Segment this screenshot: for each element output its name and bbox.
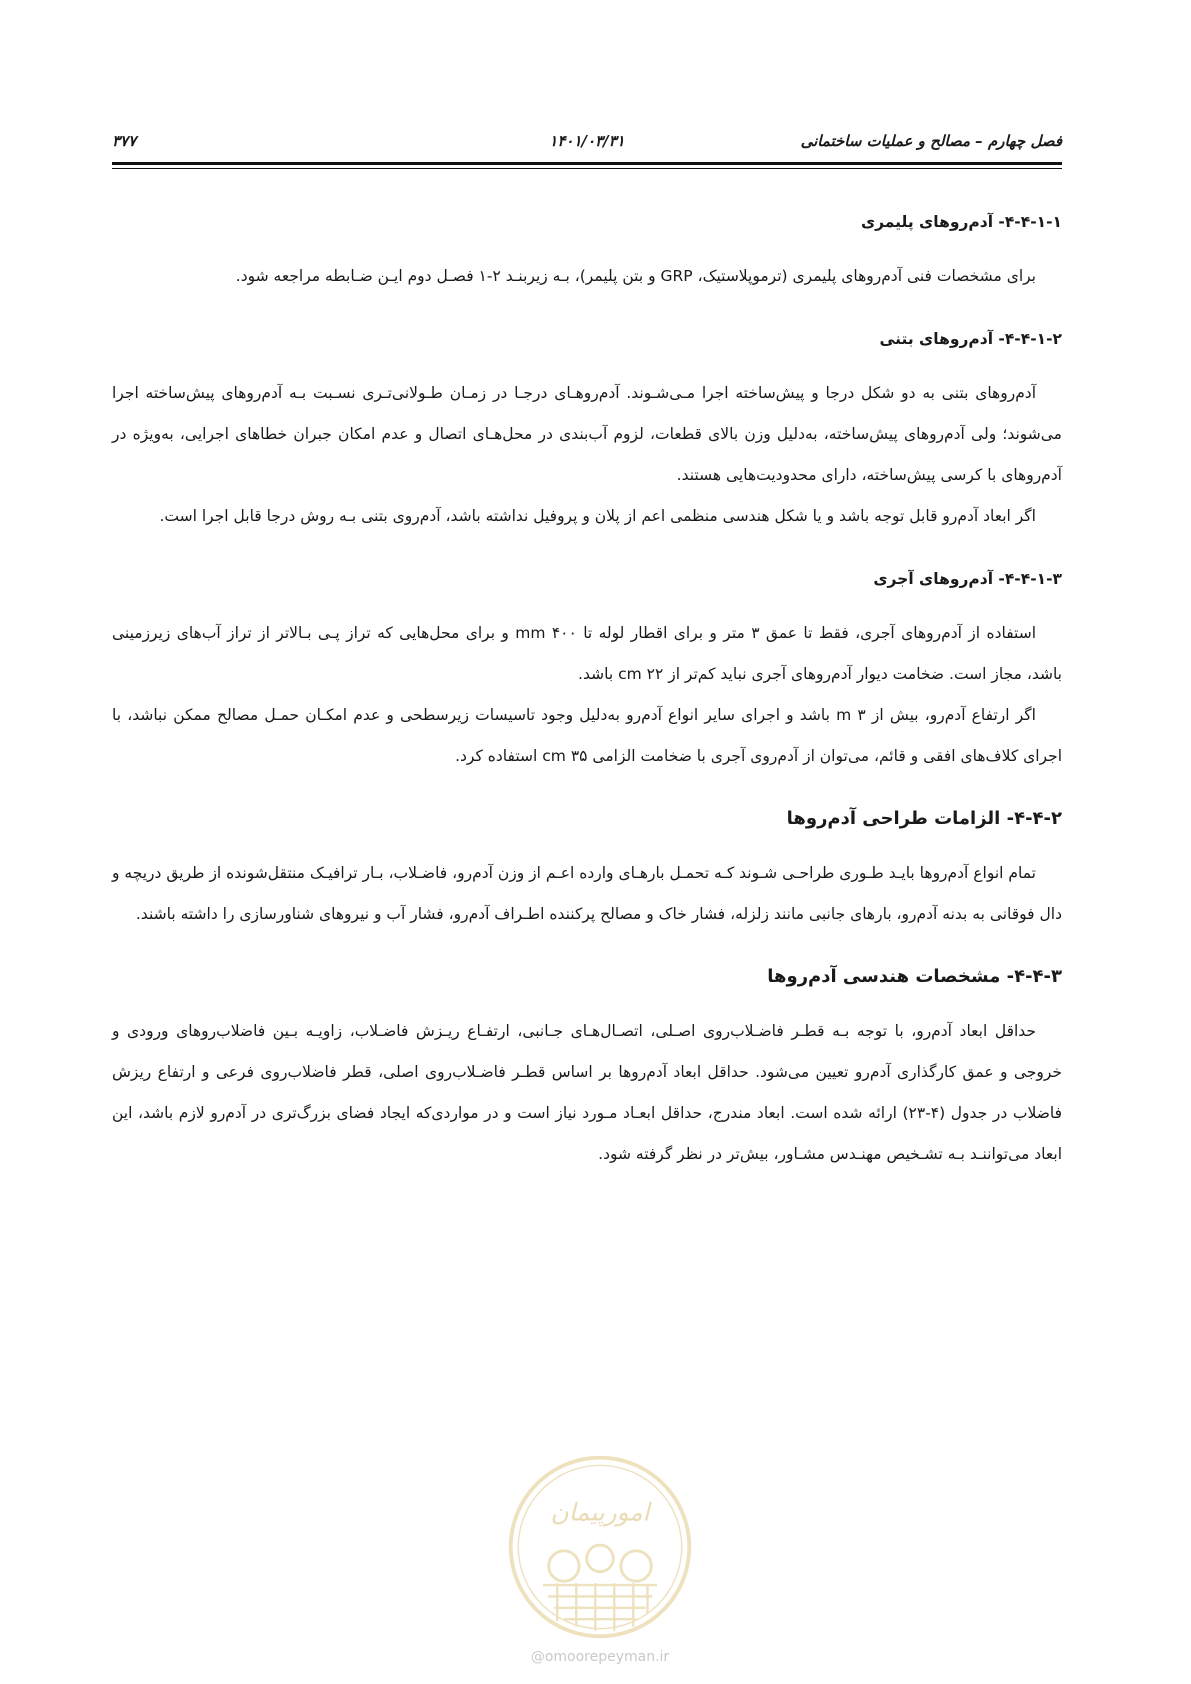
page-content (112, 200, 1062, 1175)
paragraph: اگر ارتفاع آدم‌رو، بیش از ۳ m باشد و اجرای سایر انواع آدم‌رو به‌دلیل وجود تاسیسات زیرسطحی و عدم امکـان حمـل مصالح ممکن نباشد، با اجرای کلاف‌های افقی و قائم، می‌توان از آدم‌روی آجری با ضخامت الزامی ۳۵ cm استفاده کرد. (112, 706, 1062, 765)
paragraph: آدم‌روهای بتنی به دو شکل درجا و پیش‌ساخته اجرا مـی‌شـوند. آدم‌روهـای درجـا در زمـان طـولانی‌تـری نسـبت بـه آدم‌روهای پیش‌ساخته اجرا می‌شوند؛ ولی آدم‌روهای پیش‌ساخته، به‌دلیل وزن بالای قطعات، لزوم آب‌بندی در محل‌هـای اتصال و عدم امکان جبران خطاهای اجرایی، به‌ویژه در آدم‌روهای با کرسی پیش‌ساخته، دارای محدودیت‌هایی هستند. (112, 384, 1062, 484)
header-date: ۱۴۰۱/۰۳/۳۱ (549, 132, 625, 150)
section-heading-brick: ۴-۴-۱-۳- آدم‌روهای آجری (873, 570, 1062, 588)
paragraph: حداقل ابعاد آدم‌رو، با توجه بـه قطـر فاضـلاب‌روی اصـلی، اتصـال‌هـای جـانبی، ارتفـاع ریـزش فاضـلاب، زاویـه بـین فاضلاب‌روهای ورودی و خروجی و عمق کارگذاری آدم‌رو تعیین می‌شود. حداقل ابعاد آدم‌روها بر اساس قطـر فاضـلاب‌روی اصلی، قطر فاضلاب‌روی فرعی و ارتفاع ریزش فاضلاب در جدول (۴-۲۳) ارائه شده است. ابعاد مندرج، حداقل ابعـاد مـورد نیاز است و در مواردی‌که ایجاد فضای بزرگ‌تری در آدم‌رو لازم باشد، این ابعاد می‌تواننـد بـه تشـخیص مهنـدس مشـاور، بیش‌تر در نظر گرفته شود. (112, 1022, 1062, 1163)
paragraph: برای مشخصات فنی آدم‌روهای پلیمری (ترموپلاستیک، GRP و بتن پلیمر)، بـه زیربنـد ۲-۱ فصـل دوم ایـن ضـابطه مراجعه شود. (235, 267, 1036, 285)
section-heading-polymer: ۴-۴-۱-۱- آدم‌روهای پلیمری (860, 213, 1062, 231)
page-number: ۳۷۷ (112, 132, 137, 150)
watermark-caption: @omoorepeyman.ir (530, 1649, 670, 1665)
paragraph: تمام انواع آدم‌روها بایـد طـوری طراحـی شـوند کـه تحمـل بارهـای وارده اعـم از وزن آدم‌رو، فاضـلاب، بـار ترافیـک منتقل‌شونده از طریق دریچه و دال فوقانی به بدنه آدم‌رو، بارهای جانبی مانند زلزله، فشار خاک و مصالح پرکننده اطـراف آدم‌رو، فشار آب و نیروهای شناورسازی را داشته باشند. (112, 864, 1062, 923)
page-header (112, 128, 1062, 158)
header-rule-thin (112, 168, 1062, 169)
watermark-logo-text: امورپیمان (550, 1497, 650, 1527)
header-rule-thick (112, 162, 1062, 165)
document-page (112, 0, 1062, 1684)
watermark-logo (505, 1452, 695, 1642)
chapter-title: فصل چهارم – مصالح و عملیات ساختمانی (800, 132, 1062, 150)
section-heading-concrete: ۴-۴-۱-۲- آدم‌روهای بتنی (879, 330, 1062, 348)
section-heading-design-requirements: ۴-۴-۲- الزامات طراحی آدم‌روها (786, 808, 1062, 829)
section-heading-geometry: ۴-۴-۳- مشخصات هندسی آدم‌روها (767, 966, 1062, 987)
paragraph: استفاده از آدم‌روهای آجری، فقط تا عمق ۳ متر و برای اقطار لوله تا ۴۰۰ mm و برای محل‌هایی که تراز پـی بـالاتر از تراز آب‌های زیرزمینی باشد، مجاز است. ضخامت دیوار آدم‌روهای آجری نباید کم‌تر از ۲۲ cm باشد. (112, 624, 1062, 683)
paragraph: اگر ابعاد آدم‌رو قابل توجه باشد و یا شکل هندسی منظمی اعم از پلان و پروفیل نداشته باشد، آدم‌روی بتنی بـه روش درجا قابل اجرا است. (159, 507, 1036, 525)
